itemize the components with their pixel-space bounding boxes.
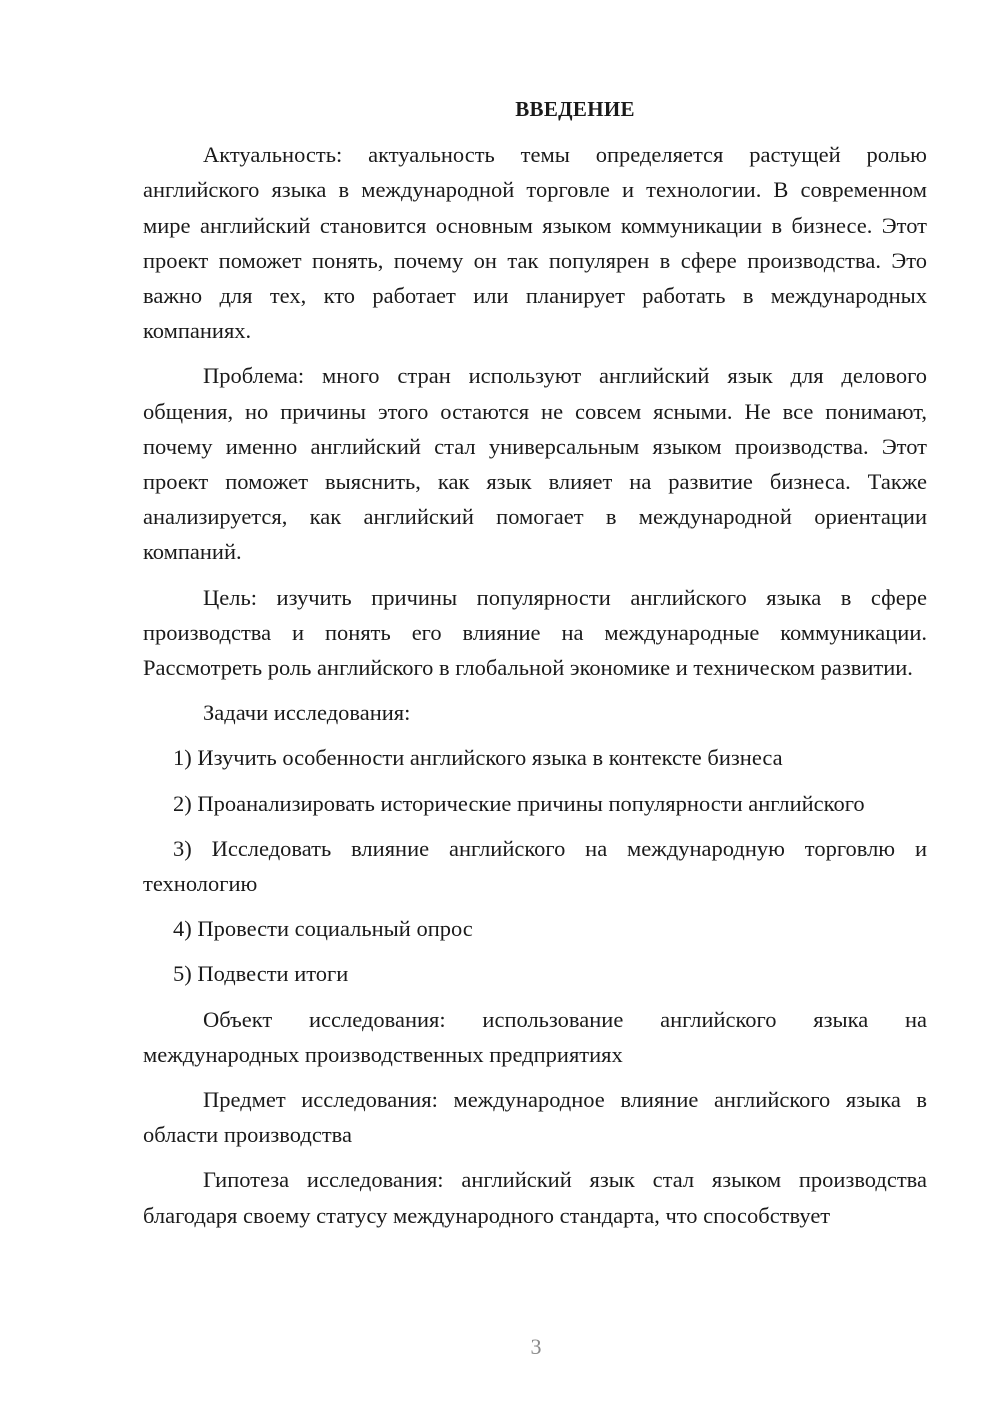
list-item: 4) Провести социальный опрос <box>173 916 473 942</box>
tasks-list <box>143 740 927 991</box>
tasks-title: Задачи исследования: <box>203 700 411 726</box>
section-heading: ВВЕДЕНИЕ <box>515 97 635 121</box>
list-item: 1) Изучить особенности английского языка в контексте бизнеса <box>173 745 783 771</box>
list-item: 2) Проанализировать исторические причины популярности английского <box>173 790 865 816</box>
paragraph-object: Объект исследования: использование английского языка на международных производственных предприятиях <box>143 1006 927 1067</box>
paragraph-goal: Цель: изучить причины популярности английского языка в сфере производства и понять его влияние на международные коммуникации. Рассмотреть роль английского в глобальной экономике и техническом развитии. <box>143 584 927 681</box>
paragraph-problem: Проблема: много стран используют английский язык для делового общения, но причины этого остаются не совсем ясными. Не все понимают, почему именно английский стал универсальным языком производства. Этот проект поможет выяснить, как язык влияет на развитие бизнеса. Также анализируется, как английский помогает в международной ориентации компаний. <box>143 363 927 565</box>
page-content <box>143 92 927 1243</box>
page-number: 3 <box>530 1334 542 1359</box>
paragraph-hypothesis: Гипотеза исследования: английский язык стал языком производства благодаря своему статусу международного стандарта, что способствует <box>143 1167 927 1228</box>
paragraph-subject: Предмет исследования: международное влияние английского языка в области производства <box>143 1087 927 1148</box>
list-item: 5) Подвести итоги <box>173 961 349 987</box>
paragraph-relevance: Актуальность: актуальность темы определяется растущей ролью английского языка в международной торговле и технологии. В современном мире английский становится основным языком коммуникации в бизнесе. Этот проект поможет понять, почему он так популярен в сфере производства. Это важно для тех, кто работает или планирует работать в международных компаниях. <box>143 142 927 344</box>
list-item: 3) Исследовать влияние английского на международную торговлю и технологию <box>143 835 927 897</box>
